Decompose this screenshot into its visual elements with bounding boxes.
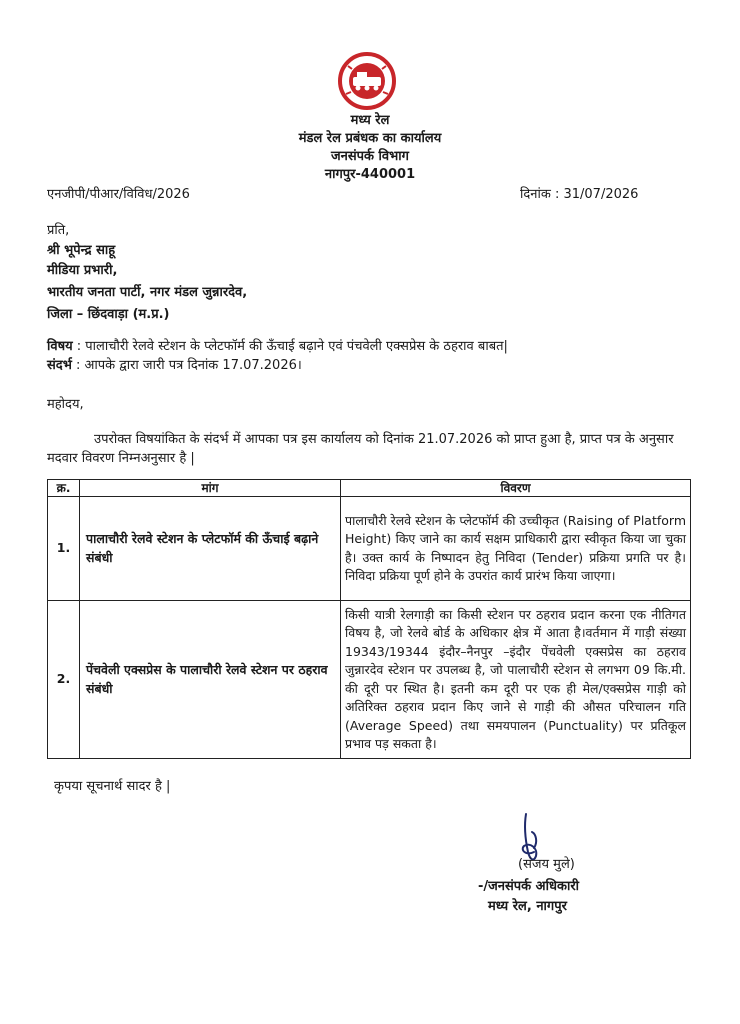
row-detail: पालाचौरी रेलवे स्टेशन के प्लेटफॉर्म की उच्चीकृत (Raising of Platform Height) किए जाने का कार्य सक्षम प्राधिकारी द्वारा स्वीकृत किया जा चुका है। उक्त कार्य के निष्पादन हेतु निविदा (Tender) प्रक्रिया प्रगति पर है। निविदा प्रक्रिया पूर्ण होने के उपरांत कार्य प्रारंभ किया जाएगा। — [341, 497, 691, 601]
body-paragraph: उपरोक्त विषयांकित के संदर्भ में आपका पत्र इस कार्यालय को दिनांक 21.07.2026 को प्राप्त हुआ है, प्राप्त पत्र के अनुसार मदवार विवरण निम्नअनुसार है | — [47, 432, 674, 466]
header-line-city: नागपुर-440001 — [324, 167, 416, 182]
row-serial: 2. — [48, 601, 80, 759]
closing-line: कृपया सूचनार्थ सादर है | — [54, 779, 171, 794]
recipient-name: श्री भूपेन्द्र साहू — [47, 243, 116, 258]
table-row — [48, 601, 691, 759]
salutation: महोदय, — [47, 397, 84, 412]
header-demand: मांग — [80, 480, 341, 497]
table-row — [48, 497, 691, 601]
row-demand: पेंचवेली एक्सप्रेस के पालाचौरी रेलवे स्टेशन पर ठहराव संबंधी — [80, 601, 341, 759]
reference-text: : आपके द्वारा जारी पत्र दिनांक 17.07.2026। — [71, 358, 302, 373]
row-serial: 1. — [48, 497, 80, 601]
recipient-designation: मीडिया प्रभारी, — [47, 263, 118, 278]
subject-line — [47, 338, 707, 356]
recipient-district: जिला – छिंदवाड़ा (म.प्र.) — [47, 307, 170, 322]
subject-text: : पालाचौरी रेलवे स्टेशन के प्लेटफॉर्म की ऊँचाई बढ़ाने एवं पंचवेली एक्सप्रेस के ठहराव बाबत| — [72, 339, 508, 354]
letter-date: दिनांक : 31/07/2026 — [520, 187, 639, 202]
signatory-name: (संजय मुले) — [518, 857, 575, 872]
table-header-row — [48, 480, 691, 497]
row-demand: पालाचौरी रेलवे स्टेशन के प्लेटफॉर्म की ऊँचाई बढ़ाने संबंधी — [80, 497, 341, 601]
header-detail: विवरण — [341, 480, 691, 497]
indian-railways-emblem-icon — [338, 52, 396, 110]
row-detail: किसी यात्री रेलगाड़ी का किसी स्टेशन पर ठहराव प्रदान करना एक नीतिगत विषय है, जो रेलवे बोर्ड के अधिकार क्षेत्र में आता है।वर्तमान में गाड़ी संख्या 19343/19344 इंदौर–नैनपुर –इंदौर पेंचवेली एक्सप्रेस का ठहराव जुन्नारदेव स्टेशन पर उपलब्ध है, जो पालाचौरी स्टेशन से लगभग 09 कि.मी. की दूरी पर स्थित है। इतनी कम दूरी पर एक ही मेल/एक्सप्रेस गाड़ी को अतिरिक्त ठहराव प्रदान किए जाने से गाड़ी की औसत परिचालन गति (Average Speed) तथा समयपालन (Punctuality) पर प्रतिकूल प्रभाव पड़ सकता है। — [341, 601, 691, 759]
railway-logo — [338, 52, 396, 110]
header-line-office: मंडल रेल प्रबंधक का कार्यालय — [298, 131, 442, 146]
reference-number: एनजीपी/पीआर/विविध/2026 — [47, 187, 190, 202]
signatory-office: मध्य रेल, नागपुर — [488, 899, 567, 914]
signatory-designation: -/जनसंपर्क अधिकारी — [478, 879, 580, 894]
subject-label: विषय — [47, 339, 73, 354]
reference-line — [47, 357, 707, 375]
header-line-railway: मध्य रेल — [350, 113, 390, 128]
recipient-organisation: भारतीय जनता पार्टी, नगर मंडल जुन्नारदेव, — [47, 285, 248, 300]
header-serial: क्र. — [48, 480, 80, 497]
address-to: प्रति, — [47, 223, 70, 238]
demand-table — [47, 479, 691, 759]
reference-label: संदर्भ — [47, 358, 72, 373]
header-line-department: जनसंपर्क विभाग — [331, 149, 409, 164]
